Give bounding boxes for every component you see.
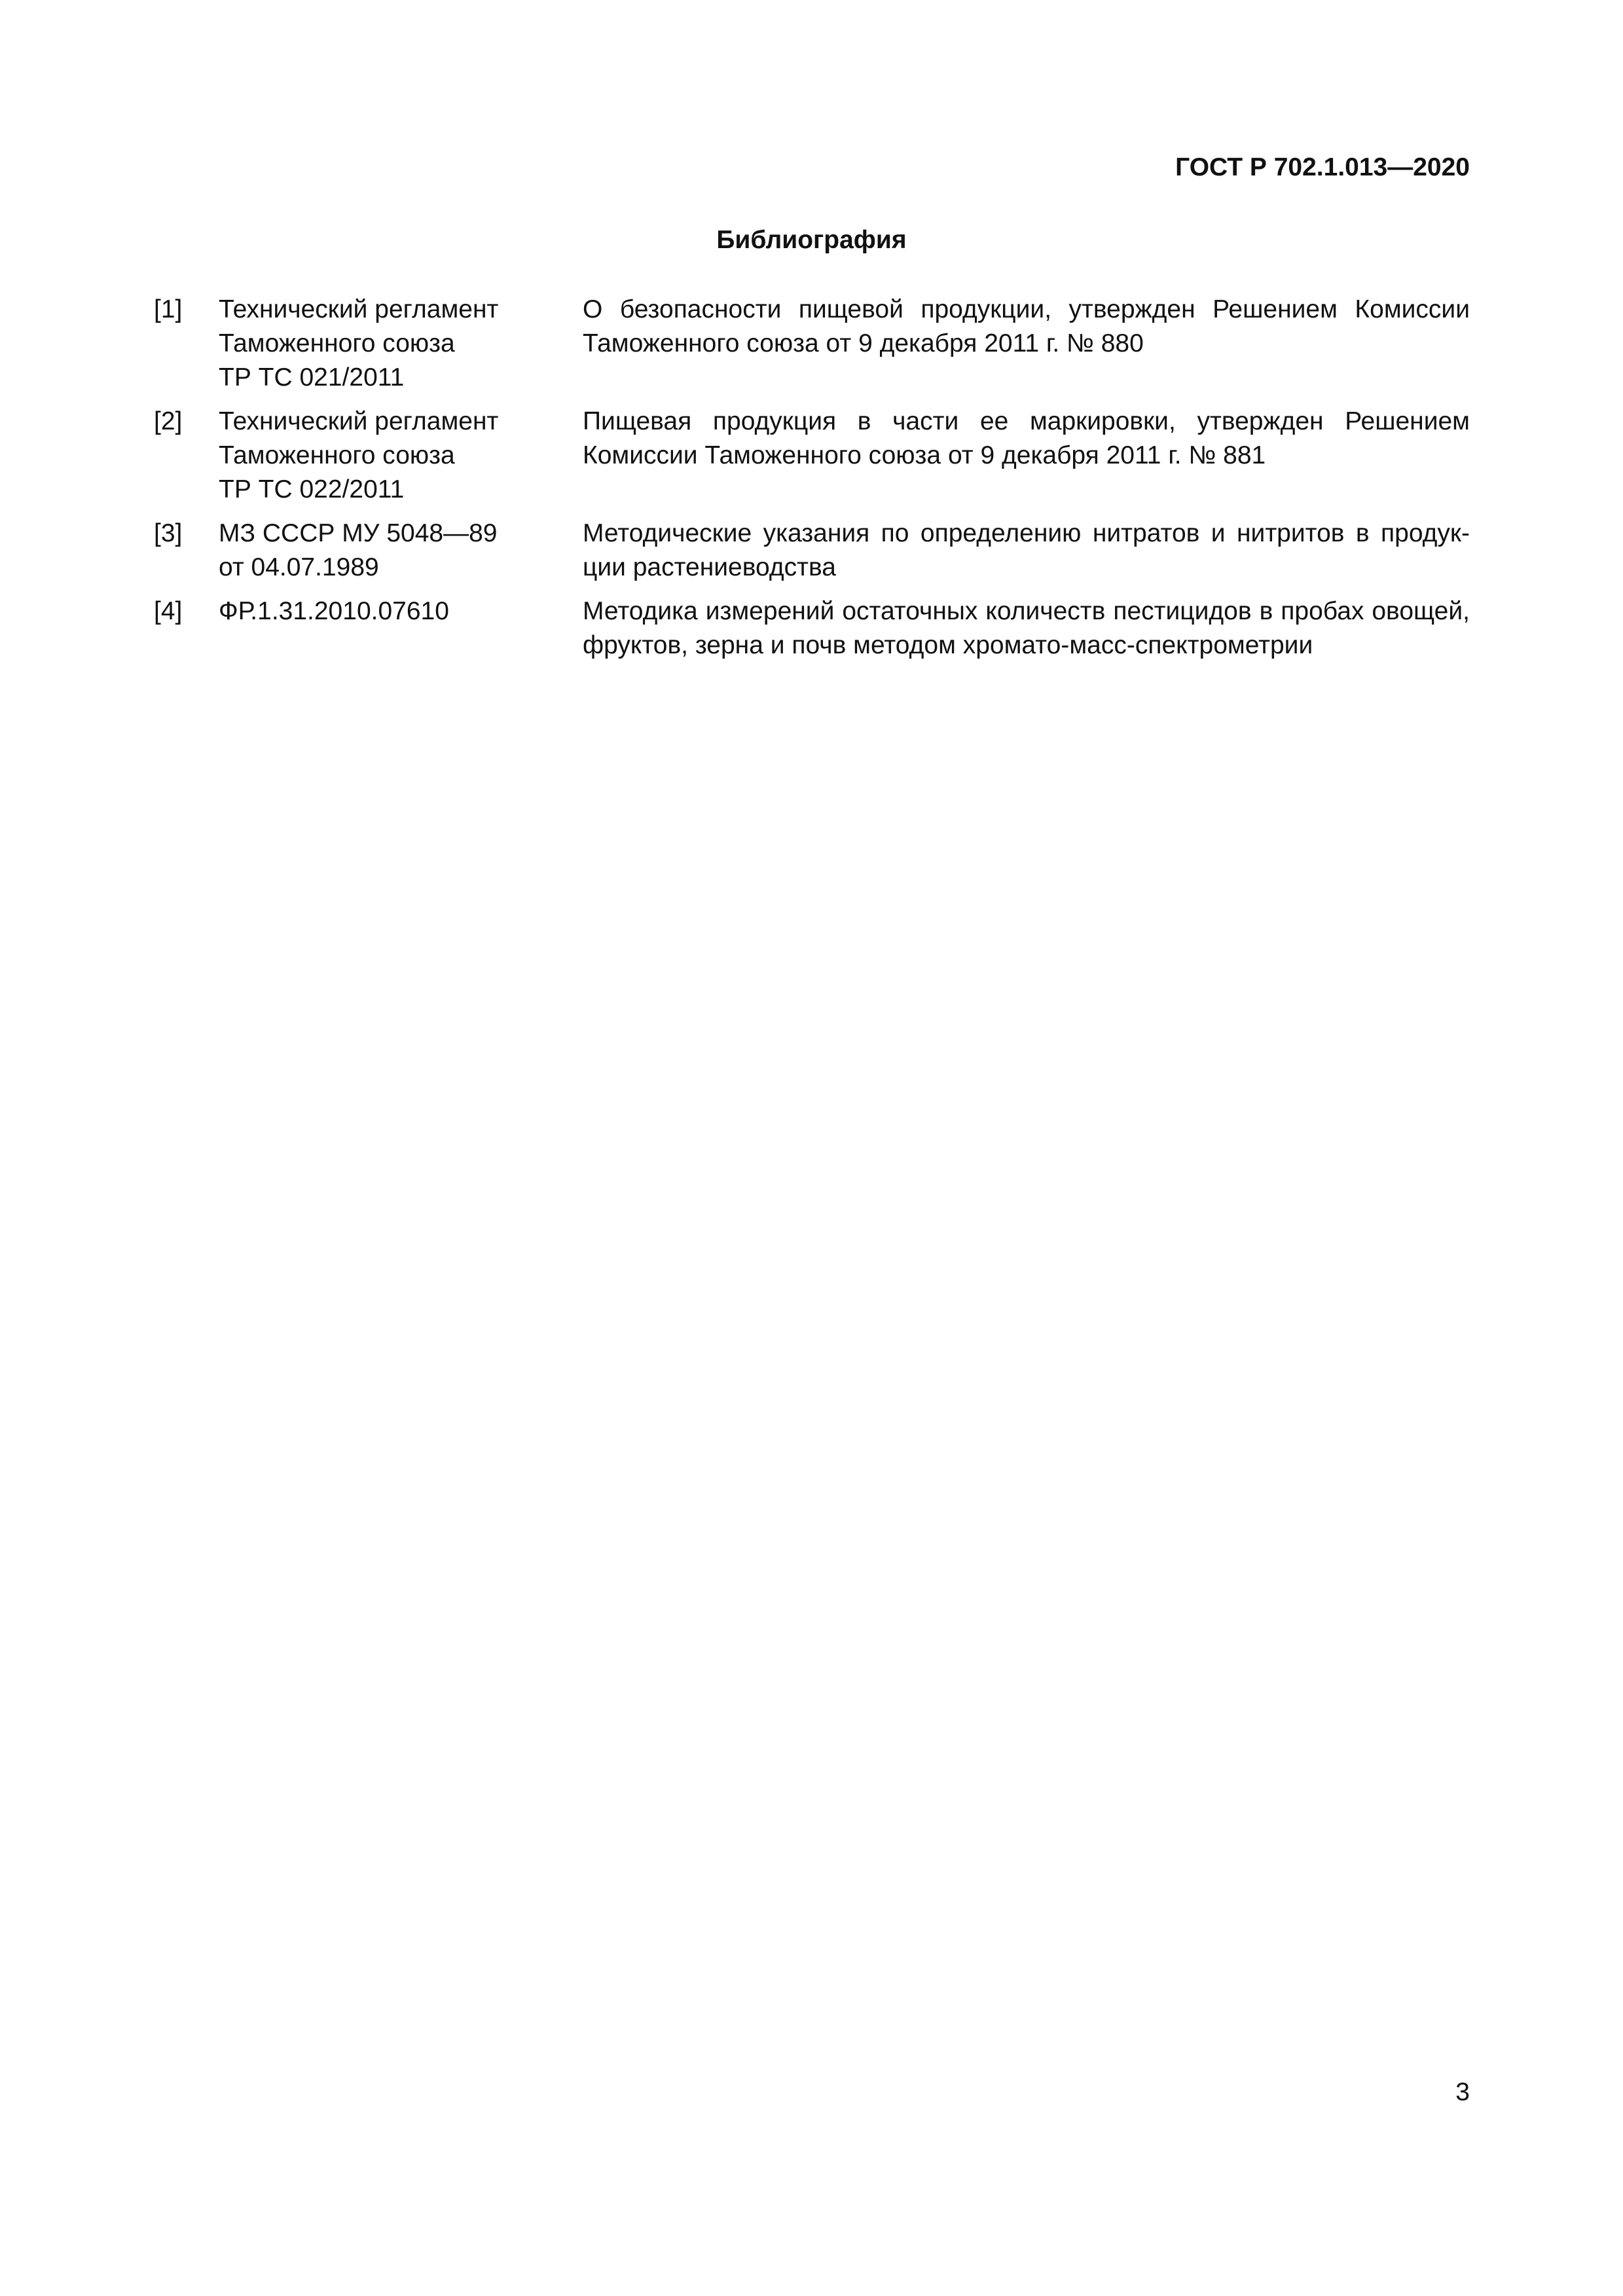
entry-number: [2] — [154, 407, 183, 435]
entry-description: Методические указания по определению нитратов и нитритов в продукции растениеводства — [583, 519, 1470, 581]
bibliography-entry — [154, 293, 1470, 395]
entry-reference: Технический регламент Таможенного союза ТР ТС 022/2011 — [219, 407, 499, 503]
entry-number: [3] — [154, 519, 183, 547]
bibliography-entry — [154, 405, 1470, 507]
page-number: 3 — [1455, 2078, 1470, 2106]
document-code: ГОСТ Р 702.1.013—2020 — [1175, 153, 1470, 181]
entry-number: [1] — [154, 295, 183, 323]
entry-reference: МЗ СССР МУ 5048—89 от 04.07.1989 — [219, 519, 498, 581]
bibliography-list — [154, 293, 1470, 672]
entry-description: Пищевая продукция в части ее маркировки, утвержден Решением Комиссии Таможенного союза от 9 декабря 2011 г. № 881 — [583, 407, 1470, 469]
entry-description: Методика измерений остаточных количеств пестицидов в пробах овощей, фруктов, зерна и почв методом хромато-масс-спектрометрии — [583, 597, 1470, 659]
entry-reference: ФР.1.31.2010.07610 — [219, 597, 449, 625]
entry-number: [4] — [154, 597, 183, 625]
entry-description: О безопасности пищевой продукции, утвержден Решением Комиссии Таможенного союза от 9 декабря 2011 г. № 880 — [583, 295, 1470, 357]
bibliography-entry — [154, 594, 1470, 663]
section-title: Библиография — [716, 226, 907, 254]
bibliography-entry — [154, 517, 1470, 585]
entry-reference: Технический регламент Таможенного союза ТР ТС 021/2011 — [219, 295, 499, 392]
